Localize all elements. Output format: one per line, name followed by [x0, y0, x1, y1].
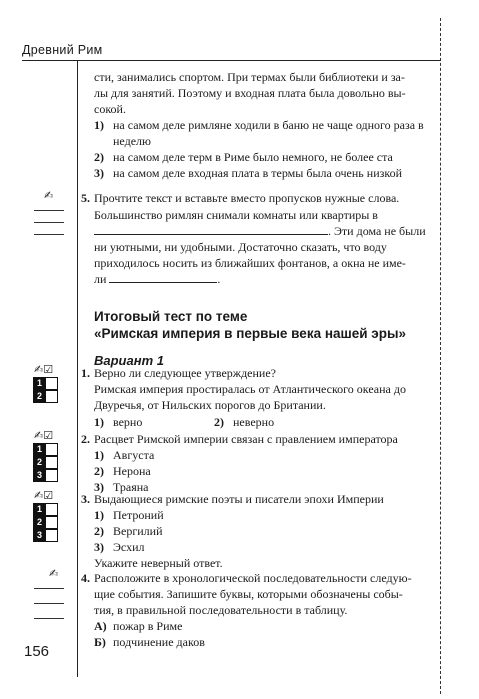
question-note: Укажите неверный ответ.: [94, 556, 223, 570]
option-number: 1): [94, 118, 104, 132]
question-prompt: Расцвет Римской империи связан с правлением императора: [94, 432, 398, 446]
answer-box[interactable]: [46, 469, 58, 482]
test-title: Итоговый тест по теме: [94, 309, 248, 324]
pencil-check-icon: ✍☑: [34, 429, 54, 442]
answer-box[interactable]: [46, 390, 58, 403]
box-number: 2: [33, 456, 46, 469]
answer-boxes: [33, 443, 58, 482]
answer-line[interactable]: [34, 603, 64, 604]
answer-box[interactable]: [46, 516, 58, 529]
option-number: 2): [94, 524, 104, 538]
gap-text-line: [94, 223, 426, 239]
box-number: 2: [33, 390, 46, 403]
option-text: неделю: [113, 134, 151, 148]
option-number: 3): [94, 540, 104, 554]
option-text: на самом деле терм в Риме было немного, не более ста: [113, 150, 393, 164]
answer-box[interactable]: [46, 529, 58, 542]
left-margin-rule: [77, 61, 78, 677]
option-text: Вергилий: [113, 524, 163, 538]
test-subtitle: «Римская империя в первые века нашей эры»: [94, 326, 407, 341]
fill-blank[interactable]: [109, 271, 217, 283]
running-title: Древний Рим: [22, 43, 103, 57]
question-prompt: Верно ли следующее утверждение?: [94, 366, 276, 380]
pencil-check-icon: ✍☑: [34, 489, 54, 502]
option-number: 2): [214, 415, 224, 429]
answer-boxes: [33, 377, 58, 403]
pencil-check-icon: ✍☑: [34, 363, 54, 376]
header-rule: [22, 60, 441, 61]
option-text: неверно: [233, 415, 275, 429]
question-prompt: тия, в правильной последовательности в таблицу.: [94, 603, 348, 617]
paragraph-line: сокой.: [94, 102, 126, 116]
option-text: верно: [113, 415, 143, 429]
option-number: 3): [94, 480, 104, 494]
option-text: подчинение даков: [113, 635, 205, 649]
answer-line[interactable]: [34, 618, 64, 619]
answer-box[interactable]: [46, 377, 58, 390]
question-prompt: Прочтите текст и вставьте вместо пропусков нужные слова.: [94, 191, 400, 205]
question-number: 4.: [81, 571, 90, 585]
question-prompt: щие события. Запишите буквы, которыми обозначены собы-: [94, 587, 403, 601]
page-number: 156: [24, 643, 50, 660]
gap-text-line: [94, 271, 220, 287]
pencil-icon: ✍: [44, 189, 54, 202]
answer-box[interactable]: [46, 456, 58, 469]
box-number: 1: [33, 377, 46, 390]
answer-box[interactable]: [46, 443, 58, 456]
answer-line[interactable]: [34, 222, 64, 223]
box-number: 3: [33, 469, 46, 482]
question-number: 1.: [81, 366, 90, 380]
question-number: 2.: [81, 432, 90, 446]
question-number: 5.: [81, 191, 90, 205]
answer-boxes: [33, 503, 58, 542]
option-text: Петроний: [113, 508, 164, 522]
answer-box[interactable]: [46, 503, 58, 516]
option-number: 1): [94, 508, 104, 522]
gap-text-fragment: . Эти дома не были: [328, 224, 426, 238]
answer-line[interactable]: [34, 210, 64, 211]
statement-line: Римская империя простиралась от Атлантического океана до: [94, 382, 406, 396]
option-number: 1): [94, 415, 104, 429]
gap-text-fragment: .: [217, 272, 221, 286]
option-text: Эсхил: [113, 540, 145, 554]
box-number: 1: [33, 503, 46, 516]
answer-line[interactable]: [34, 588, 64, 589]
option-number: 3): [94, 166, 104, 180]
option-number: 2): [94, 150, 104, 164]
question-prompt: Выдающиеся римские поэты и писатели эпохи Империи: [94, 492, 384, 506]
cut-line: [440, 18, 441, 694]
gap-text-line: ни уютными, ни удобными. Достаточно сказать, что воду: [94, 240, 387, 254]
question-number: 3.: [81, 492, 90, 506]
option-text: Траяна: [113, 480, 149, 494]
gap-text-line: приходилось носить из ближайших фонтанов, а окна не име-: [94, 256, 406, 270]
option-number: 1): [94, 448, 104, 462]
option-text: Нерона: [113, 464, 151, 478]
option-text: пожар в Риме: [113, 619, 183, 633]
option-text: на самом деле римляне ходили в баню не чаще одного раза в: [113, 118, 424, 132]
option-number: 2): [94, 464, 104, 478]
paragraph-line: лы для занятий. Поэтому и входная плата была довольно вы-: [94, 86, 406, 100]
statement-line: Двуречья, от Нильских порогов до Британии.: [94, 398, 326, 412]
box-number: 2: [33, 516, 46, 529]
gap-text-line: Большинство римлян снимали комнаты или квартиры в: [94, 208, 378, 222]
answer-line[interactable]: [34, 234, 64, 235]
fill-blank[interactable]: [94, 223, 328, 235]
gap-text-fragment: ли: [94, 272, 107, 286]
option-text: Августа: [113, 448, 155, 462]
box-number: 1: [33, 443, 46, 456]
pencil-icon: ✍: [49, 567, 59, 580]
variant-heading: Вариант 1: [94, 353, 164, 368]
option-letter: Б): [94, 635, 106, 649]
box-number: 3: [33, 529, 46, 542]
paragraph-line: сти, занимались спортом. При термах были библиотеки и за-: [94, 70, 405, 84]
question-prompt: Расположите в хронологической последовательности следую-: [94, 571, 412, 585]
option-letter: А): [94, 619, 107, 633]
option-text: на самом деле входная плата в термы была очень низкой: [113, 166, 402, 180]
